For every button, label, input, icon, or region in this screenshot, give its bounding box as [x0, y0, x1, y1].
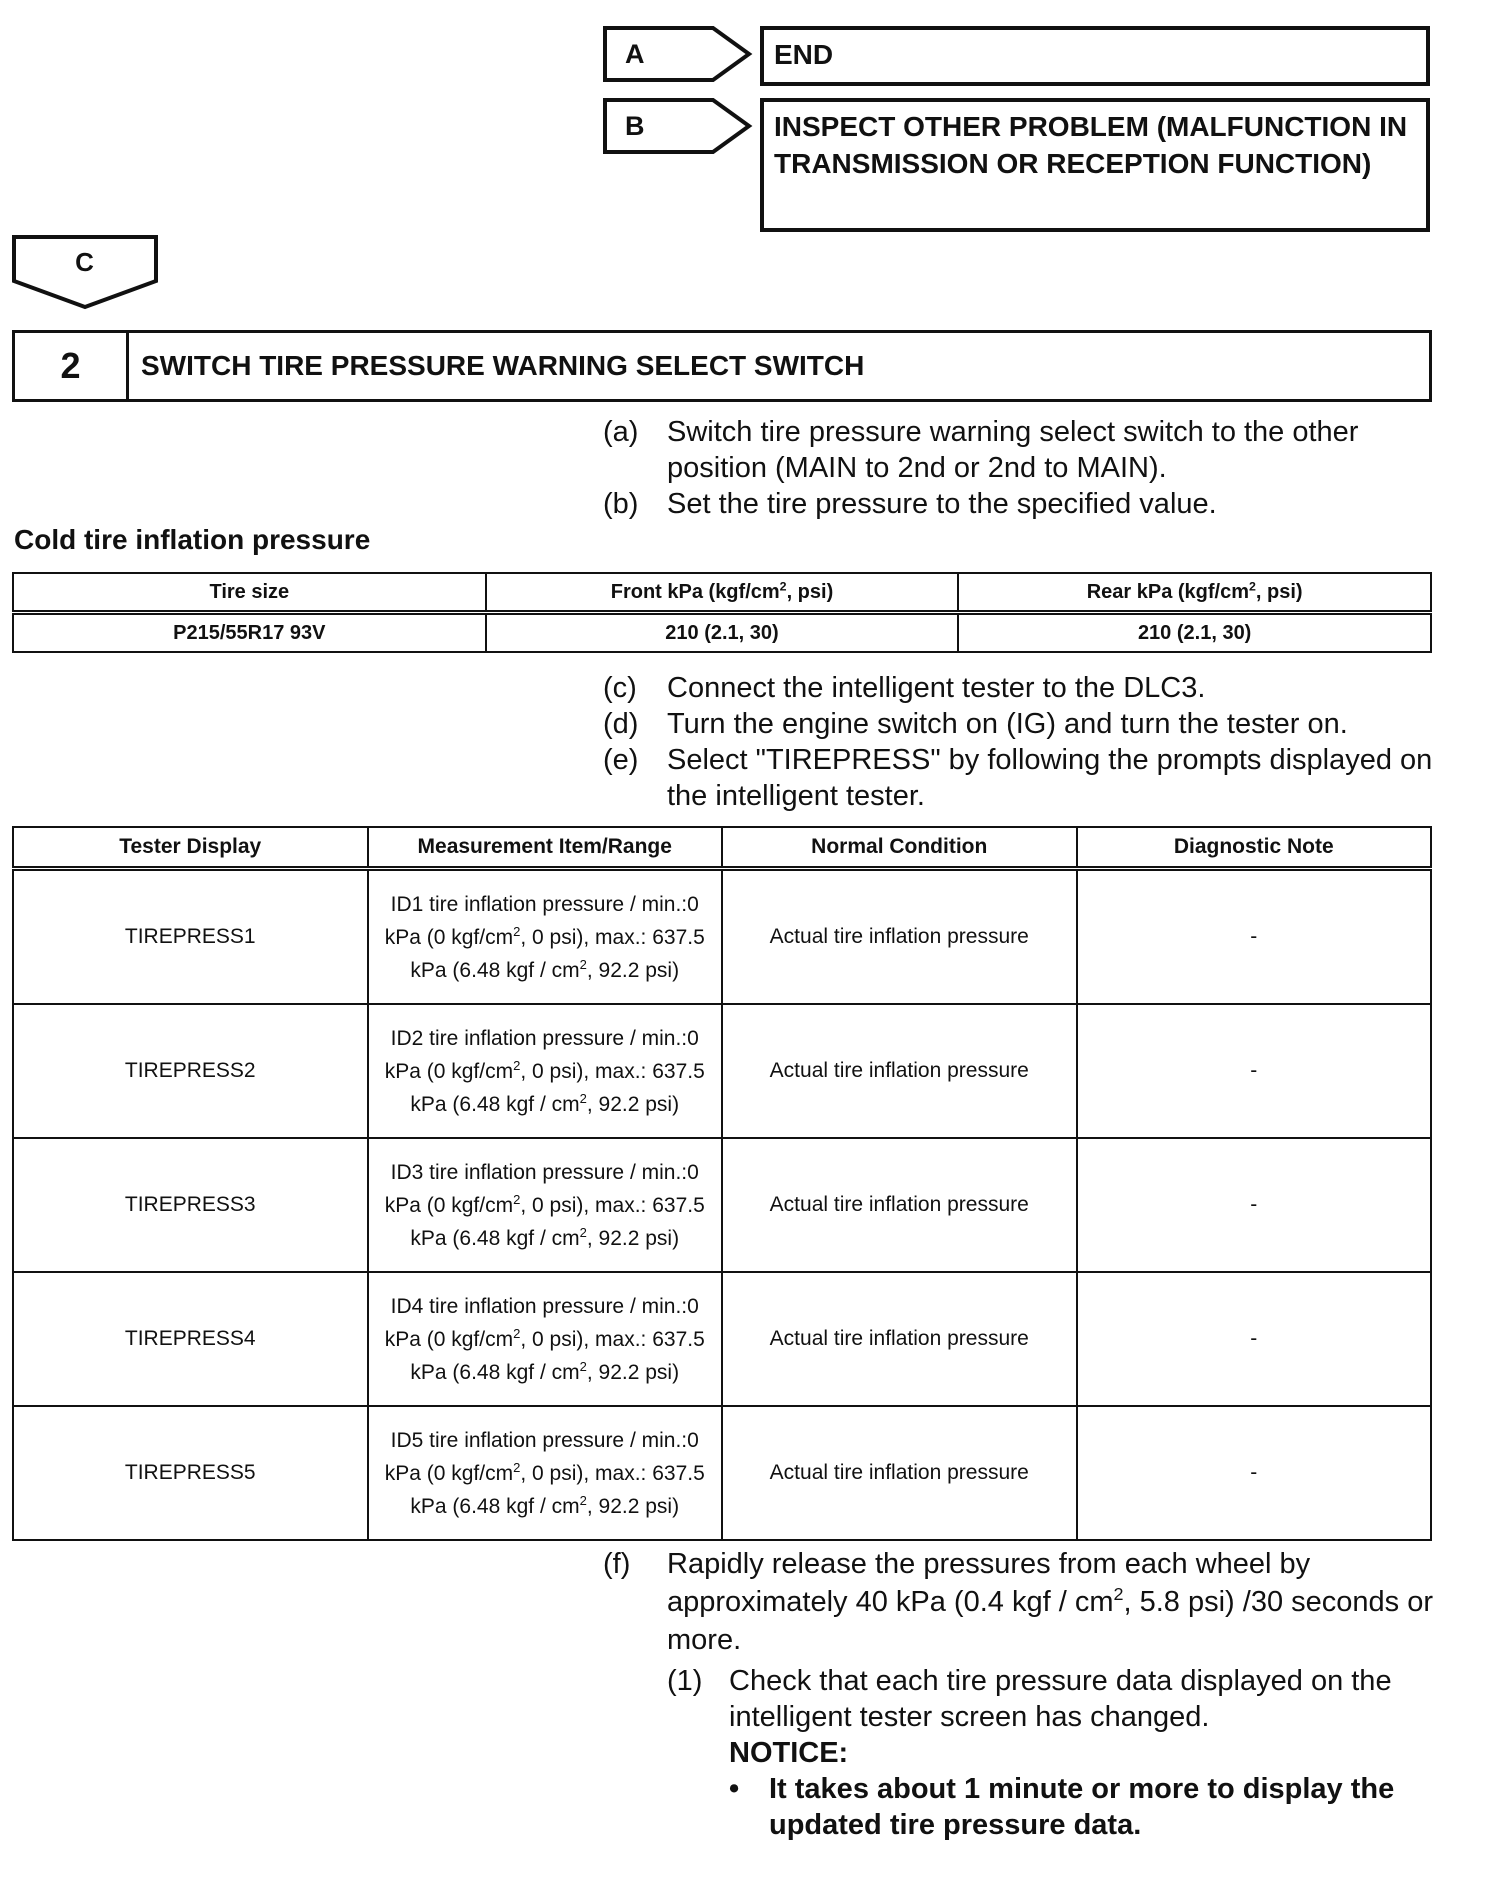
superscript: 2 [579, 1358, 587, 1374]
superscript: 2 [579, 956, 587, 972]
superscript: 2 [779, 579, 787, 594]
cell-measurement [368, 1406, 723, 1540]
header-tester-display: Tester Display [13, 827, 368, 869]
cell-tester-display: TIREPRESS4 [13, 1272, 368, 1406]
table-row [13, 1406, 1431, 1540]
bullet-icon: • [729, 1773, 740, 1805]
instruction-list-1 [603, 414, 1433, 522]
cell-diagnostic-note: - [1077, 1406, 1432, 1540]
superscript: 2 [1249, 579, 1256, 594]
instruction-text-part: Rapidly release the pressures from each wheel by approximately 40 kPa (0.4 kgf / cm [667, 1548, 1311, 1618]
superscript: 2 [579, 1090, 587, 1106]
instruction-text: Select "TIREPRESS" by following the prompts displayed on the intelligent tester. [667, 744, 1433, 812]
measurement-part: , 0 psi), max.: 637.5 kPa (6.48 kgf / cm [410, 1193, 705, 1250]
step-header [12, 330, 1432, 402]
branch-a-label: A [625, 39, 645, 69]
instruction-text: Connect the intelligent tester to the DLC3. [667, 672, 1206, 704]
table-row [13, 613, 1431, 653]
cell-tire-size: P215/55R17 93V [13, 613, 486, 653]
instruction-text [667, 1545, 1433, 1659]
branch-a-arrow [603, 26, 753, 82]
header-tire-size: Tire size [13, 573, 486, 613]
superscript: 2 [1113, 1584, 1124, 1605]
measurement-part: , 92.2 psi) [586, 958, 680, 982]
instruction-item [603, 742, 1433, 814]
measurement-part: ID1 tire inflation pressure / min.:0 kPa (0 kgf/cm [384, 892, 699, 949]
instruction-item [603, 706, 1433, 742]
sub-step-label: (1) [667, 1665, 703, 1697]
tester-display-table [12, 826, 1432, 1541]
instruction-label: (d) [603, 708, 639, 740]
measurement-part: , 92.2 psi) [586, 1092, 680, 1116]
sub-step-body [729, 1663, 1433, 1843]
cell-rear: 210 (2.1, 30) [958, 613, 1431, 653]
instruction-label: (c) [603, 672, 637, 704]
superscript: 2 [513, 1459, 521, 1475]
tire-pressure-spec-table [12, 572, 1432, 653]
cell-normal-condition: Actual tire inflation pressure [722, 1138, 1077, 1272]
instruction-item [603, 1545, 1433, 1659]
branch-a-result [760, 26, 1430, 86]
instruction-label: (a) [603, 416, 639, 448]
cell-diagnostic-note: - [1077, 1272, 1432, 1406]
measurement-part: ID4 tire inflation pressure / min.:0 kPa (0 kgf/cm [384, 1294, 699, 1351]
table-row [13, 1138, 1431, 1272]
notice-title: NOTICE: [729, 1737, 849, 1769]
branch-a-result-text: END [774, 39, 834, 70]
header-front-text: Front kPa (kgf/cm [610, 580, 780, 603]
superscript: 2 [579, 1492, 587, 1508]
measurement-part: , 92.2 psi) [586, 1360, 680, 1384]
cell-tester-display: TIREPRESS3 [13, 1138, 368, 1272]
superscript: 2 [513, 1325, 521, 1341]
cell-tester-display: TIREPRESS2 [13, 1004, 368, 1138]
cell-normal-condition: Actual tire inflation pressure [722, 1004, 1077, 1138]
header-rear-text: Rear kPa (kgf/cm [1086, 580, 1250, 603]
sub-step-item [667, 1663, 1433, 1843]
sub-step-1 [667, 1663, 1433, 1843]
cell-tester-display: TIREPRESS1 [13, 869, 368, 1005]
measurement-part: , 92.2 psi) [586, 1226, 680, 1250]
cell-normal-condition: Actual tire inflation pressure [722, 1272, 1077, 1406]
superscript: 2 [579, 1224, 587, 1240]
step-title: SWITCH TIRE PRESSURE WARNING SELECT SWITCH [141, 350, 865, 381]
measurement-part: ID5 tire inflation pressure / min.:0 kPa (0 kgf/cm [384, 1428, 699, 1485]
branch-b-arrow [603, 98, 753, 154]
table-row [13, 1004, 1431, 1138]
superscript: 2 [513, 923, 521, 939]
measurement-part: , 0 psi), max.: 637.5 kPa (6.48 kgf / cm [410, 1461, 705, 1518]
cell-measurement [368, 1004, 723, 1138]
instruction-label: (b) [603, 488, 639, 520]
table-header-row [13, 827, 1431, 869]
branch-b-label: B [625, 111, 645, 141]
instruction-label: (e) [603, 744, 639, 776]
instruction-item [603, 414, 1433, 486]
superscript: 2 [513, 1191, 521, 1207]
header-diagnostic-note: Diagnostic Note [1077, 827, 1432, 869]
header-front [486, 573, 959, 613]
header-rear [958, 573, 1431, 613]
notice-bullet-text: It takes about 1 minute or more to display the updated tire pressure data. [769, 1773, 1395, 1841]
instruction-item [603, 486, 1433, 522]
instruction-f [603, 1545, 1433, 1659]
instruction-text-part: , 5.8 psi) /30 seconds or more. [667, 1586, 1433, 1656]
header-rear-suffix: , psi) [1255, 580, 1303, 603]
branch-b-result [760, 98, 1430, 232]
cell-tester-display: TIREPRESS5 [13, 1406, 368, 1540]
cell-normal-condition: Actual tire inflation pressure [722, 869, 1077, 1005]
cell-normal-condition: Actual tire inflation pressure [722, 1406, 1077, 1540]
instruction-text: Switch tire pressure warning select switch to the other position (MAIN to 2nd or 2nd to MAIN). [667, 416, 1359, 484]
instruction-label: (f) [603, 1548, 631, 1580]
sub-step-text: Check that each tire pressure data displayed on the intelligent tester screen has changed. [729, 1665, 1392, 1733]
instruction-item [603, 670, 1433, 706]
measurement-part: ID2 tire inflation pressure / min.:0 kPa (0 kgf/cm [384, 1026, 699, 1083]
cell-measurement [368, 869, 723, 1005]
instruction-list-2 [603, 670, 1433, 814]
instruction-text: Turn the engine switch on (IG) and turn the tester on. [667, 708, 1348, 740]
measurement-part: , 92.2 psi) [586, 1494, 680, 1518]
measurement-part: ID3 tire inflation pressure / min.:0 kPa (0 kgf/cm [384, 1160, 699, 1217]
instruction-text: Set the tire pressure to the specified value. [667, 488, 1217, 520]
cell-diagnostic-note: - [1077, 869, 1432, 1005]
measurement-part: , 0 psi), max.: 637.5 kPa (6.48 kgf / cm [410, 1059, 705, 1116]
superscript: 2 [513, 1057, 521, 1073]
measurement-part: , 0 psi), max.: 637.5 kPa (6.48 kgf / cm [410, 925, 705, 982]
continue-c-arrow [12, 235, 160, 311]
table-header-row [13, 573, 1431, 613]
cell-measurement [368, 1138, 723, 1272]
step-number: 2 [15, 333, 129, 399]
header-front-suffix: , psi) [786, 580, 834, 603]
spec-heading: Cold tire inflation pressure [14, 524, 371, 555]
table-row [13, 1272, 1431, 1406]
cell-measurement [368, 1272, 723, 1406]
notice-bullet [729, 1771, 1433, 1843]
branch-b-result-text: INSPECT OTHER PROBLEM (MALFUNCTION IN TRANSMISSION OR RECEPTION FUNCTION) [774, 111, 1408, 179]
header-normal-condition: Normal Condition [722, 827, 1077, 869]
cell-diagnostic-note: - [1077, 1004, 1432, 1138]
cell-diagnostic-note: - [1077, 1138, 1432, 1272]
cell-front: 210 (2.1, 30) [486, 613, 959, 653]
measurement-part: , 0 psi), max.: 637.5 kPa (6.48 kgf / cm [410, 1327, 705, 1384]
header-measurement: Measurement Item/Range [368, 827, 723, 869]
continue-c-label: C [75, 247, 94, 277]
table-row [13, 869, 1431, 1005]
